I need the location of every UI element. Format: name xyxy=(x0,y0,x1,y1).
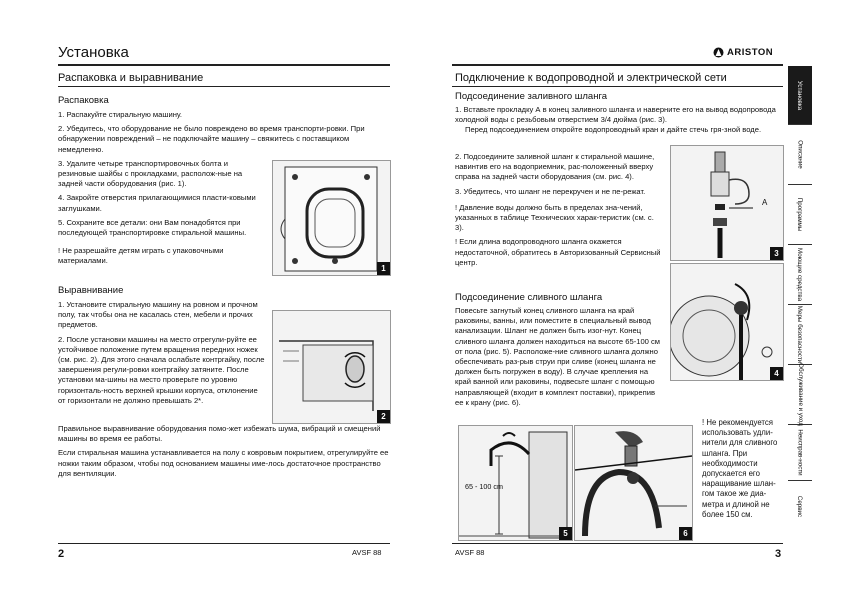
brand-logo xyxy=(713,47,773,58)
tab-description[interactable]: Описание xyxy=(788,124,812,185)
section-rule-right xyxy=(452,86,783,87)
inlet-warning-1: ! Давление воды должно быть в пределах зна-чений, указанных в таблице Технических харак-теристик (см. с. 3). xyxy=(455,202,654,233)
level-text-wide xyxy=(58,424,390,479)
figure-4-number: 4 xyxy=(770,367,783,380)
page-number-left: 2 xyxy=(58,548,65,560)
title-rule-right xyxy=(452,64,783,66)
figure-2 xyxy=(272,310,391,424)
inlet-warning-2: ! Если длина водопроводного шланга окажется недостаточной, обратитесь в Авторизованный Сервисный центр. xyxy=(455,237,661,267)
unpack-step-1: 1. Распакуйте стиральную машину. xyxy=(58,110,183,119)
machine-inlet-illustration xyxy=(671,264,783,380)
figure-1 xyxy=(272,160,391,276)
leveling-foot-illustration xyxy=(273,311,390,423)
inlet-step-2: 2. Подсоедините заливной шланг к стиральной машине, навинтив его на водоприемник, рас-положенный вверху справа на задней части оборудования (см. рис. 4). xyxy=(455,152,655,182)
inlet-step-1-block xyxy=(455,105,781,136)
tab-detergents[interactable]: Моющие средства xyxy=(788,244,812,305)
connection-title: Подключение к водопроводной и электрической сети xyxy=(455,72,727,84)
ariston-logo-icon xyxy=(713,47,724,58)
figure-2-number: 2 xyxy=(377,410,390,423)
drain-side-note: ! Не рекомендуется использовать удли-нители для сливного шланга. При необходимости допускается его наращивание шлан-гом такое же диа-метра и длиной не более 150 см. xyxy=(702,418,778,519)
title-rule xyxy=(58,64,390,66)
unpack-text xyxy=(58,110,365,267)
tab-maintenance[interactable]: Обслуживание и уход xyxy=(788,364,812,425)
drain-text-narrow xyxy=(455,306,663,408)
drain-side-note-block xyxy=(702,418,782,520)
washer-back-illustration xyxy=(273,161,390,275)
level-note-1: Правильное выравнивание оборудования помо-жет избежать шума, вибраций и смещений машины во время ее работы. xyxy=(58,424,381,444)
inlet-step-3: 3. Убедитесь, что шланг не перекручен и не пе-режат. xyxy=(455,186,646,196)
inlet-text xyxy=(455,152,663,268)
figure-3 xyxy=(670,145,784,261)
level-heading: Выравнивание xyxy=(58,285,124,296)
drain-instructions: Повесьте загнутый конец сливного шланга на край раковины, ванны, или поместите в специальный вывод канализации. Шланг не должен быть изог-нут. Конец сливного шланга должен находиться на высоте 65-100 см от пола (рис. 5). Расположе-ние сливного шланга должно обеспечивать раз-рыв струи при сливе (конец шланга не должен быть погружен в воду). В случае крепления на край ванной или раковины, подвесьте шланг с помощью направляющей (входит в комплект поставки), прикрепив ее к крану (рис. 6). xyxy=(455,306,661,407)
drain-guide-illustration xyxy=(575,426,692,540)
figure-6-number: 6 xyxy=(679,527,692,540)
tab-programs[interactable]: Программы xyxy=(788,184,812,245)
inlet-step-1b: Перед подсоединением откройте водопроводный кран и дайте стечь гря-зной воде. xyxy=(465,125,762,135)
footer-rule-right xyxy=(452,543,783,544)
page-title: Установка xyxy=(58,44,129,61)
unpack-step-4: 4. Закройте отверстия прилагающимися пласти-ковыми заглушками. xyxy=(58,193,256,213)
level-step-2: 2. После установки машины на место отрегули-руйте ее устойчивое положение путем вращения передних ножек (см. рис. 2). Для этого сначала ослабьте контргайку, после завершения регули-ровки контргайку затяните. После установки ма-шины на место проверьте по уровню горизонталь-ность верхней крышки корпуса, отклонение от горизонтали не должно превышать 2*. xyxy=(58,334,265,405)
tab-service[interactable]: Сервис xyxy=(796,495,804,517)
tab-installation[interactable]: Установка xyxy=(788,66,812,125)
drain-heading: Подсоединение сливного шланга xyxy=(455,292,603,303)
brand-name: ARISTON xyxy=(727,47,774,58)
unpack-heading: Распаковка xyxy=(58,95,109,106)
figure-5-number: 5 xyxy=(559,527,572,540)
figure-3-number: 3 xyxy=(770,247,783,260)
unpack-warning: ! Не разрешайте детям играть с упаковочными материалами. xyxy=(58,246,224,266)
unpack-step-2: 2. Убедитесь, что оборудование не было повреждено во время транспорти-ровки. При обнаружении повреждений – не подключайте машину – свяжитесь с поставщиком немедленно. xyxy=(58,124,365,154)
figure-4 xyxy=(670,263,784,381)
gasket-label: A xyxy=(762,198,768,207)
inlet-heading: Подсоединение заливного шланга xyxy=(455,91,607,102)
level-step-1: 1. Установите стиральную машину на ровном и прочном полу, так чтобы она не касалась стен, мебели и прочих предметов. xyxy=(58,300,258,330)
drain-height-label: 65 - 100 cm xyxy=(465,482,503,491)
section-title: Распаковка и выравнивание xyxy=(58,72,204,84)
level-text xyxy=(58,300,266,406)
tab-safety[interactable]: Меры безопасности xyxy=(788,304,812,365)
section-rule xyxy=(58,86,390,87)
unpack-step-5: 5. Сохраните все детали: они Вам понадобятся при последующей транспортировке стиральной машины. xyxy=(58,217,247,238)
figure-1-number: 1 xyxy=(377,262,390,275)
model-left: AVSF 88 xyxy=(352,548,382,557)
page-number-right: 3 xyxy=(775,548,782,560)
figure-6 xyxy=(574,425,693,541)
figure-5 xyxy=(458,425,573,541)
footer-rule-left xyxy=(58,543,390,544)
unpack-step-3: 3. Удалите четыре транспортировочных болта и резиновые шайбы с прокладками, располож-ные на задней части оборудования (рис. 1). xyxy=(58,158,243,189)
model-right: AVSF 88 xyxy=(455,548,485,557)
tab-troubleshooting[interactable]: Неисправ-ности xyxy=(788,424,812,481)
level-note-2: Если стиральная машина устанавливается на полу с ковровым покрытием, отрегулируйте ее ножки таким образом, чтобы под основанием машины име-лось достаточное пространство для вентиляции. xyxy=(58,448,389,478)
inlet-step-1: 1. Вставьте прокладку А в конец заливного шланга и наверните его на вывод водопровода холодной воды с резьбовым отверстием 3/4 дюйма (рис. 3). xyxy=(455,105,776,125)
